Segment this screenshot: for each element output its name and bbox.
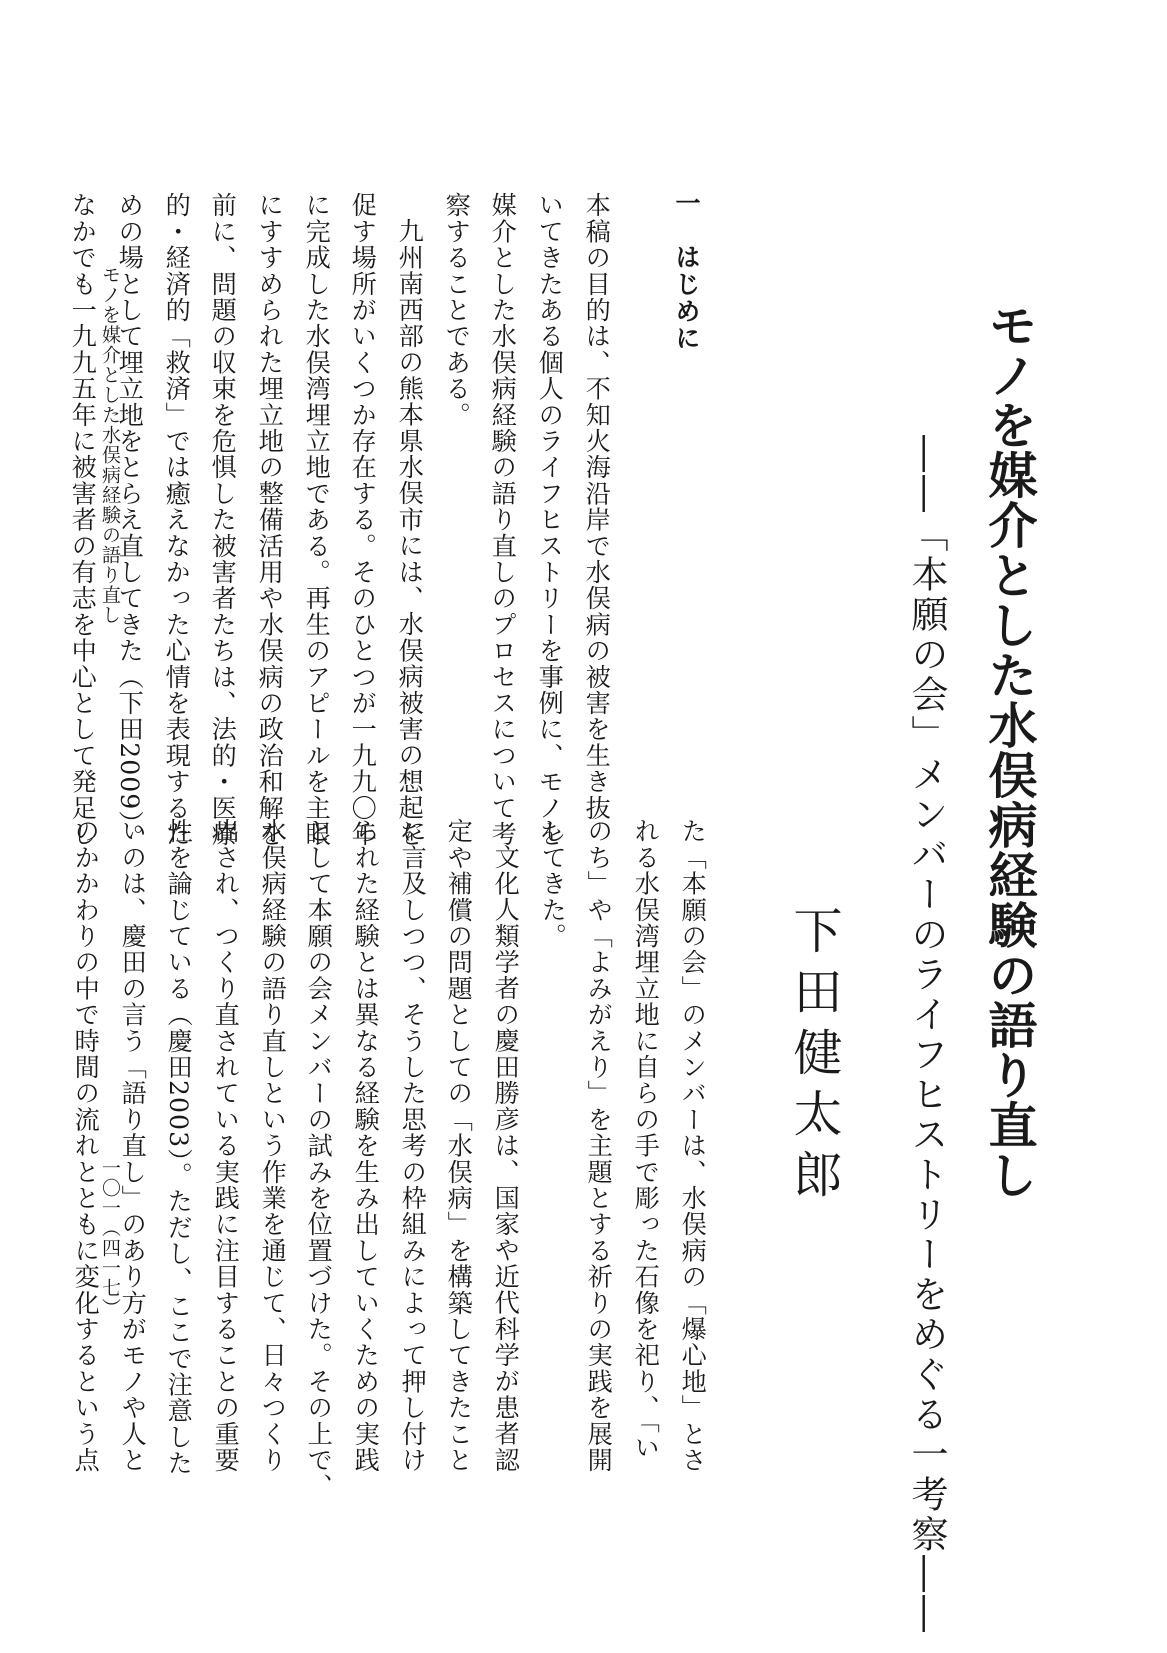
body-column: めの場として埋立地をとらえ直してきた（下田2009）。 (115, 192, 145, 851)
article-subtitle: ――「本願の会」メンバーのライフヒストリーをめぐる一考察―― (905, 435, 948, 1635)
body-column: た「本願の会」のメンバーは、水俣病の「爆心地」とさ (678, 818, 708, 1473)
body-column: してきた。 (538, 818, 568, 949)
body-column: 文化人類学者の慶田勝彦は、国家や近代科学が患者認 (491, 844, 521, 1473)
body-column: 定や補償の問題としての「水俣病」を構築してきたこと (444, 818, 474, 1473)
body-column: 察することである。 (442, 192, 472, 428)
body-column: のかかわりの中で時間の流れとともに変化するという点 (71, 818, 101, 1473)
section-heading: 一 はじめに (672, 190, 701, 352)
body-column: なかでも一九九五年に被害者の有志を中心として発足し (68, 192, 98, 847)
page-number: 一〇一（四一七） (99, 1158, 121, 1318)
body-column: いてきたある個人のライフヒストリーを事例に、モノを (535, 192, 565, 847)
body-column: 出され、つくり直されている実践に注目することの重要 (211, 818, 241, 1473)
body-column: 的・経済的「救済」では癒えなかった心情を表現するた (162, 192, 192, 847)
article-title: モノを媒介とした水俣病経験の語り直し (981, 300, 1039, 1200)
author-name: 下田健太郎 (786, 905, 843, 1210)
body-column: にすすめられた埋立地の整備活用や水俣病の政治和解を (255, 192, 285, 847)
body-column: 媒介とした水俣病経験の語り直しのプロセスについて考 (488, 192, 518, 847)
body-column: 前に、問題の収束を危惧した被害者たちは、法的・医療 (208, 192, 238, 847)
body-column: に完成した水俣湾埋立地である。再生のアピールを主眼 (302, 192, 332, 847)
body-column: れる水俣湾埋立地に自らの手で彫った石像を祀り、「い (631, 818, 661, 1461)
body-column: 水俣病経験の語り直しという作業を通じて、日々つくり (258, 818, 288, 1473)
body-column: 本稿の目的は、不知火海沿岸で水俣病の被害を生き抜 (582, 192, 612, 821)
body-column: 促す場所がいくつか存在する。そのひとつが一九九〇年 (348, 192, 378, 847)
body-column: 九州南西部の熊本県水俣市には、水俣病被害の想起を (395, 218, 425, 847)
running-title: モノを媒介とした水俣病経験の語り直し (99, 265, 121, 625)
body-column: として本願の会メンバーの試みを位置づけた。その上で、 (304, 818, 334, 1500)
body-column: 性を論じている（慶田2003）。ただし、ここで注意した (164, 818, 194, 1477)
body-column: のち」や「よみがえり」を主題とする祈りの実践を展開 (584, 818, 614, 1473)
body-column: に言及しつつ、そうした思考の枠組みによって押し付け (398, 818, 428, 1473)
body-column: られた経験とは異なる経験を生み出していくための実践 (351, 818, 381, 1473)
body-column: いのは、慶田の言う「語り直し」のあり方がモノや人と (118, 818, 148, 1473)
